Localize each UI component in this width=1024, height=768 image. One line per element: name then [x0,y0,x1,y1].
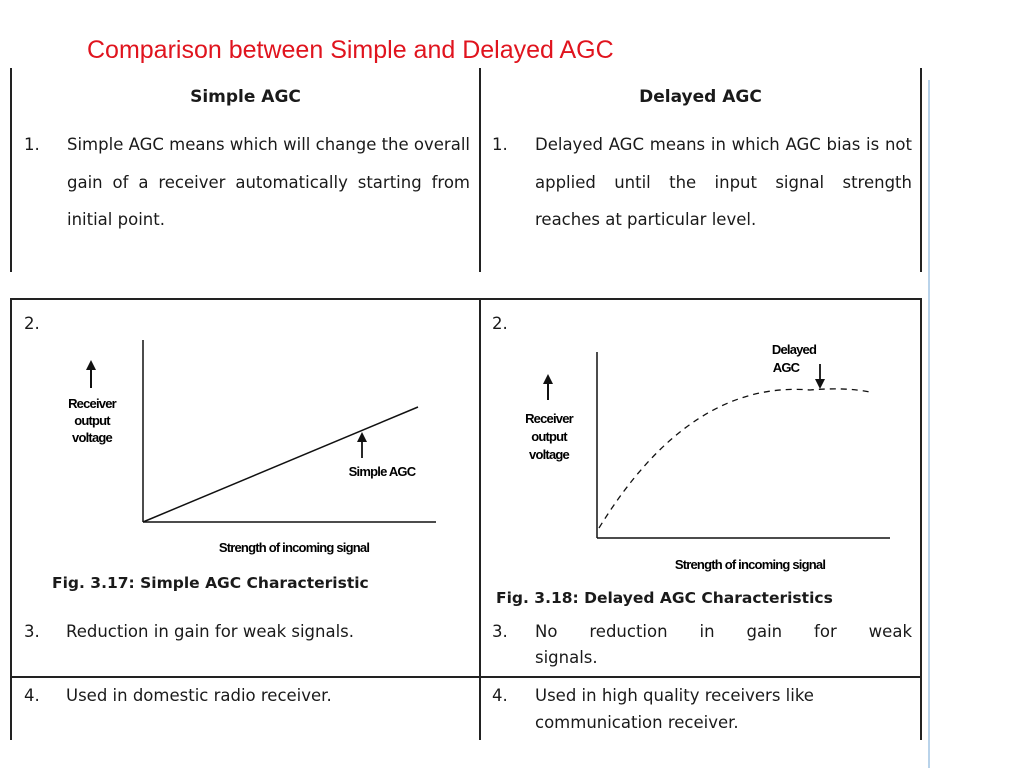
row3-right-number: 3. [492,622,508,641]
row4-right-text-line2: communication receiver. [535,713,739,732]
delayed-agc-ylabel-line3: voltage [529,447,569,462]
delayed-agc-caption: Fig. 3.18: Delayed AGC Characteristics [496,589,833,607]
simple-agc-pointer-arrowhead [357,432,367,442]
simple-agc-ylabel-line1: Receiver [68,396,116,411]
simple-agc-caption: Fig. 3.17: Simple AGC Characteristic [52,574,369,592]
row3-left-number: 3. [24,622,40,641]
simple-agc-ylabel-line2: output [74,413,110,428]
delayed-agc-pointer-arrowhead [815,379,825,389]
simple-agc-ylabel-line3: voltage [72,430,112,445]
delayed-agc-ylabel-line1: Receiver [525,411,573,426]
row4-right-text-line1: Used in high quality receivers like [535,686,814,705]
row4-left-text: Used in domestic radio receiver. [66,686,332,705]
delayed-agc-curve-label-line2: AGC [772,360,800,375]
delayed-agc-y-arrowhead [543,374,553,384]
delayed-agc-curve-label-line1: Delayed [771,342,817,357]
row1-left-text: Simple AGC means which will change the overall gain of a receiver automatically starting from initial point. [67,135,470,229]
delayed-agc-curve [599,389,870,528]
delayed-agc-xlabel: Strength of incoming signal [674,557,826,572]
row1-left-number: 1. [24,135,40,154]
simple-agc-curve-label: Simple AGC [348,464,416,479]
slide-title: Comparison between Simple and Delayed AGC [87,36,614,64]
row1-right-number: 1. [492,135,508,154]
row4-right-number: 4. [492,686,508,705]
row3-right-text-line1: No reduction in gain for weak [535,622,912,641]
row2-left-number: 2. [24,314,40,333]
simple-agc-y-arrowhead [86,360,96,370]
row3-right-text-line2: signals. [535,648,598,667]
simple-agc-xlabel: Strength of incoming signal [218,540,370,555]
header-delayed-agc: Delayed AGC [639,87,762,107]
delayed-agc-ylabel-group [525,374,574,462]
row1-right-text: Delayed AGC means in which AGC bias is not applied until the input signal strength reaches at particular level. [535,135,912,229]
row4-left-number: 4. [24,686,40,705]
header-simple-agc: Simple AGC [190,87,301,107]
row3-left-text: Reduction in gain for weak signals. [66,622,355,641]
row2-right-number: 2. [492,314,508,333]
delayed-agc-ylabel-line2: output [531,429,567,444]
simple-agc-ylabel-group [68,360,117,445]
